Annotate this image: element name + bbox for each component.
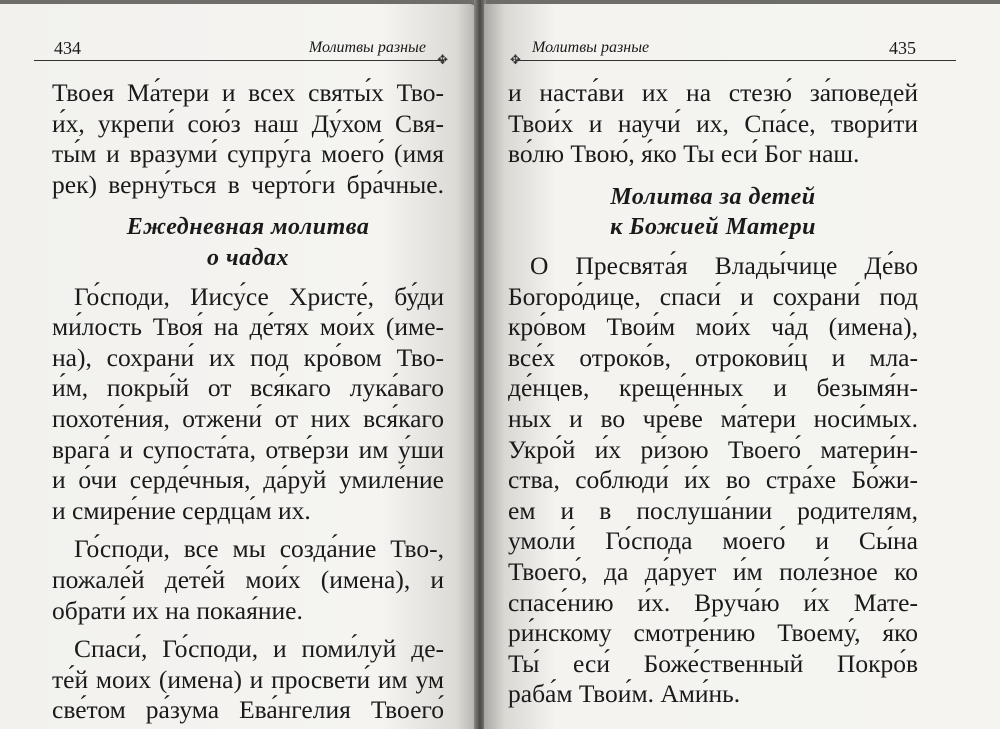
right-page-number: 435 xyxy=(889,38,916,58)
text-line: на), сохрани́ их под кро́вом Тво- xyxy=(52,342,444,372)
text-line: ных и во чре́ве ма́тери носи́мых. xyxy=(508,403,918,433)
text-line: умоли́ Го́спода моего́ и Сы́на xyxy=(508,526,918,556)
text-line: во́лю Твою́, я́ко Ты еси́ Бог наш. xyxy=(508,139,860,169)
text-line: и о́чи серде́чныя, да́руй умиле́ние xyxy=(52,465,444,495)
text-line: рек) верну́ться в черто́ги бра́чные. xyxy=(52,169,444,199)
text-line: де́нцев, креще́нных и безымя́н- xyxy=(508,373,918,403)
text-line: Укро́й и́х ри́зою Твоего́ матери́н- xyxy=(508,434,918,464)
flourish-ornament-icon: ✥ xyxy=(510,52,521,67)
text-line: кро́вом Твои́м мои́х ча́д (имена), xyxy=(508,312,918,342)
left-page-text xyxy=(52,78,444,726)
section-heading: Молитва за детей xyxy=(610,183,816,210)
text-line: Ты́ еси́ Боже́ственный Покро́в xyxy=(508,648,918,678)
text-line: ми́лость Твоя́ на де́тях мои́х (име- xyxy=(52,312,444,342)
left-running-title: Молитвы разные xyxy=(308,39,426,56)
text-line: и смире́ние сердца́м их. xyxy=(52,495,311,525)
text-line: все́х отроко́в, отрокови́ц и мла- xyxy=(508,342,918,372)
text-line: пожале́й дете́й мои́х (имена), и xyxy=(52,564,444,594)
text-line: врага́ и супоста́та, отве́рзи им у́ши xyxy=(52,434,444,464)
right-page-text xyxy=(508,78,918,710)
text-line: Твои́х и научи́ их, Спа́се, твори́ти xyxy=(508,108,918,138)
section-heading: к Божией Матери xyxy=(610,214,816,241)
text-line: раба́м Твои́м. Ами́нь. xyxy=(508,679,741,709)
text-line: ства, соблюди́ и́х во стра́хе Бо́жи- xyxy=(508,465,918,495)
right-running-title: Молитвы разные xyxy=(532,39,650,56)
text-line: Богоро́дице, спаси́ и сохрани́ под xyxy=(508,281,918,311)
text-line: обрати́ их на покая́ние. xyxy=(52,595,303,625)
text-line: О Пресвята́я Влады́чице Де́во xyxy=(530,250,918,280)
text-line: и́м, покры́й от вся́каго лука́ваго xyxy=(52,373,444,403)
text-line: те́й моих (имена) и просвети́ им ум xyxy=(52,664,444,694)
left-page-number: 434 xyxy=(54,38,81,58)
section-heading: Ежедневная молитва xyxy=(126,214,370,241)
left-running-head xyxy=(34,36,448,67)
text-line: Спаси́, Го́споди, и поми́луй де- xyxy=(74,634,444,664)
right-running-head xyxy=(510,36,956,67)
text-line: Твоея Ма́тери и всех святы́х Тво- xyxy=(52,78,444,107)
text-line: Твоего́, да да́рует и́м поле́зное ко xyxy=(508,556,918,586)
text-line: ты́м и вразуми́ супру́га моего́ (имя xyxy=(52,139,444,169)
text-line: похоте́ния, отжени́ от них вся́каго xyxy=(52,403,444,433)
text-line: ем и в послуша́нии родителям, xyxy=(508,495,918,525)
left-header-rule xyxy=(34,60,444,61)
text-line: и наста́ви их на стезю́ за́поведей xyxy=(508,78,918,107)
text-line: ри́нскому смотре́нию Твоему́, я́ко xyxy=(508,618,918,648)
text-line: Го́споди, Иису́се Христе́, бу́ди xyxy=(74,281,444,311)
section-heading: о чадах xyxy=(206,244,289,271)
text-line: спасе́нию и́х. Вруча́ю и́х Мате- xyxy=(508,587,918,617)
text-line: све́том ра́зума Ева́нгелия Твоего́ xyxy=(52,695,444,725)
flourish-ornament-icon: ✥ xyxy=(437,52,448,67)
text-line: Го́споди, все мы созда́ние Тво-, xyxy=(74,534,444,564)
right-header-rule xyxy=(516,60,956,61)
right-page xyxy=(484,4,1000,729)
text-line: и́х, укрепи́ сою́з наш Ду́хом Свя- xyxy=(52,108,444,138)
left-page xyxy=(0,4,476,729)
